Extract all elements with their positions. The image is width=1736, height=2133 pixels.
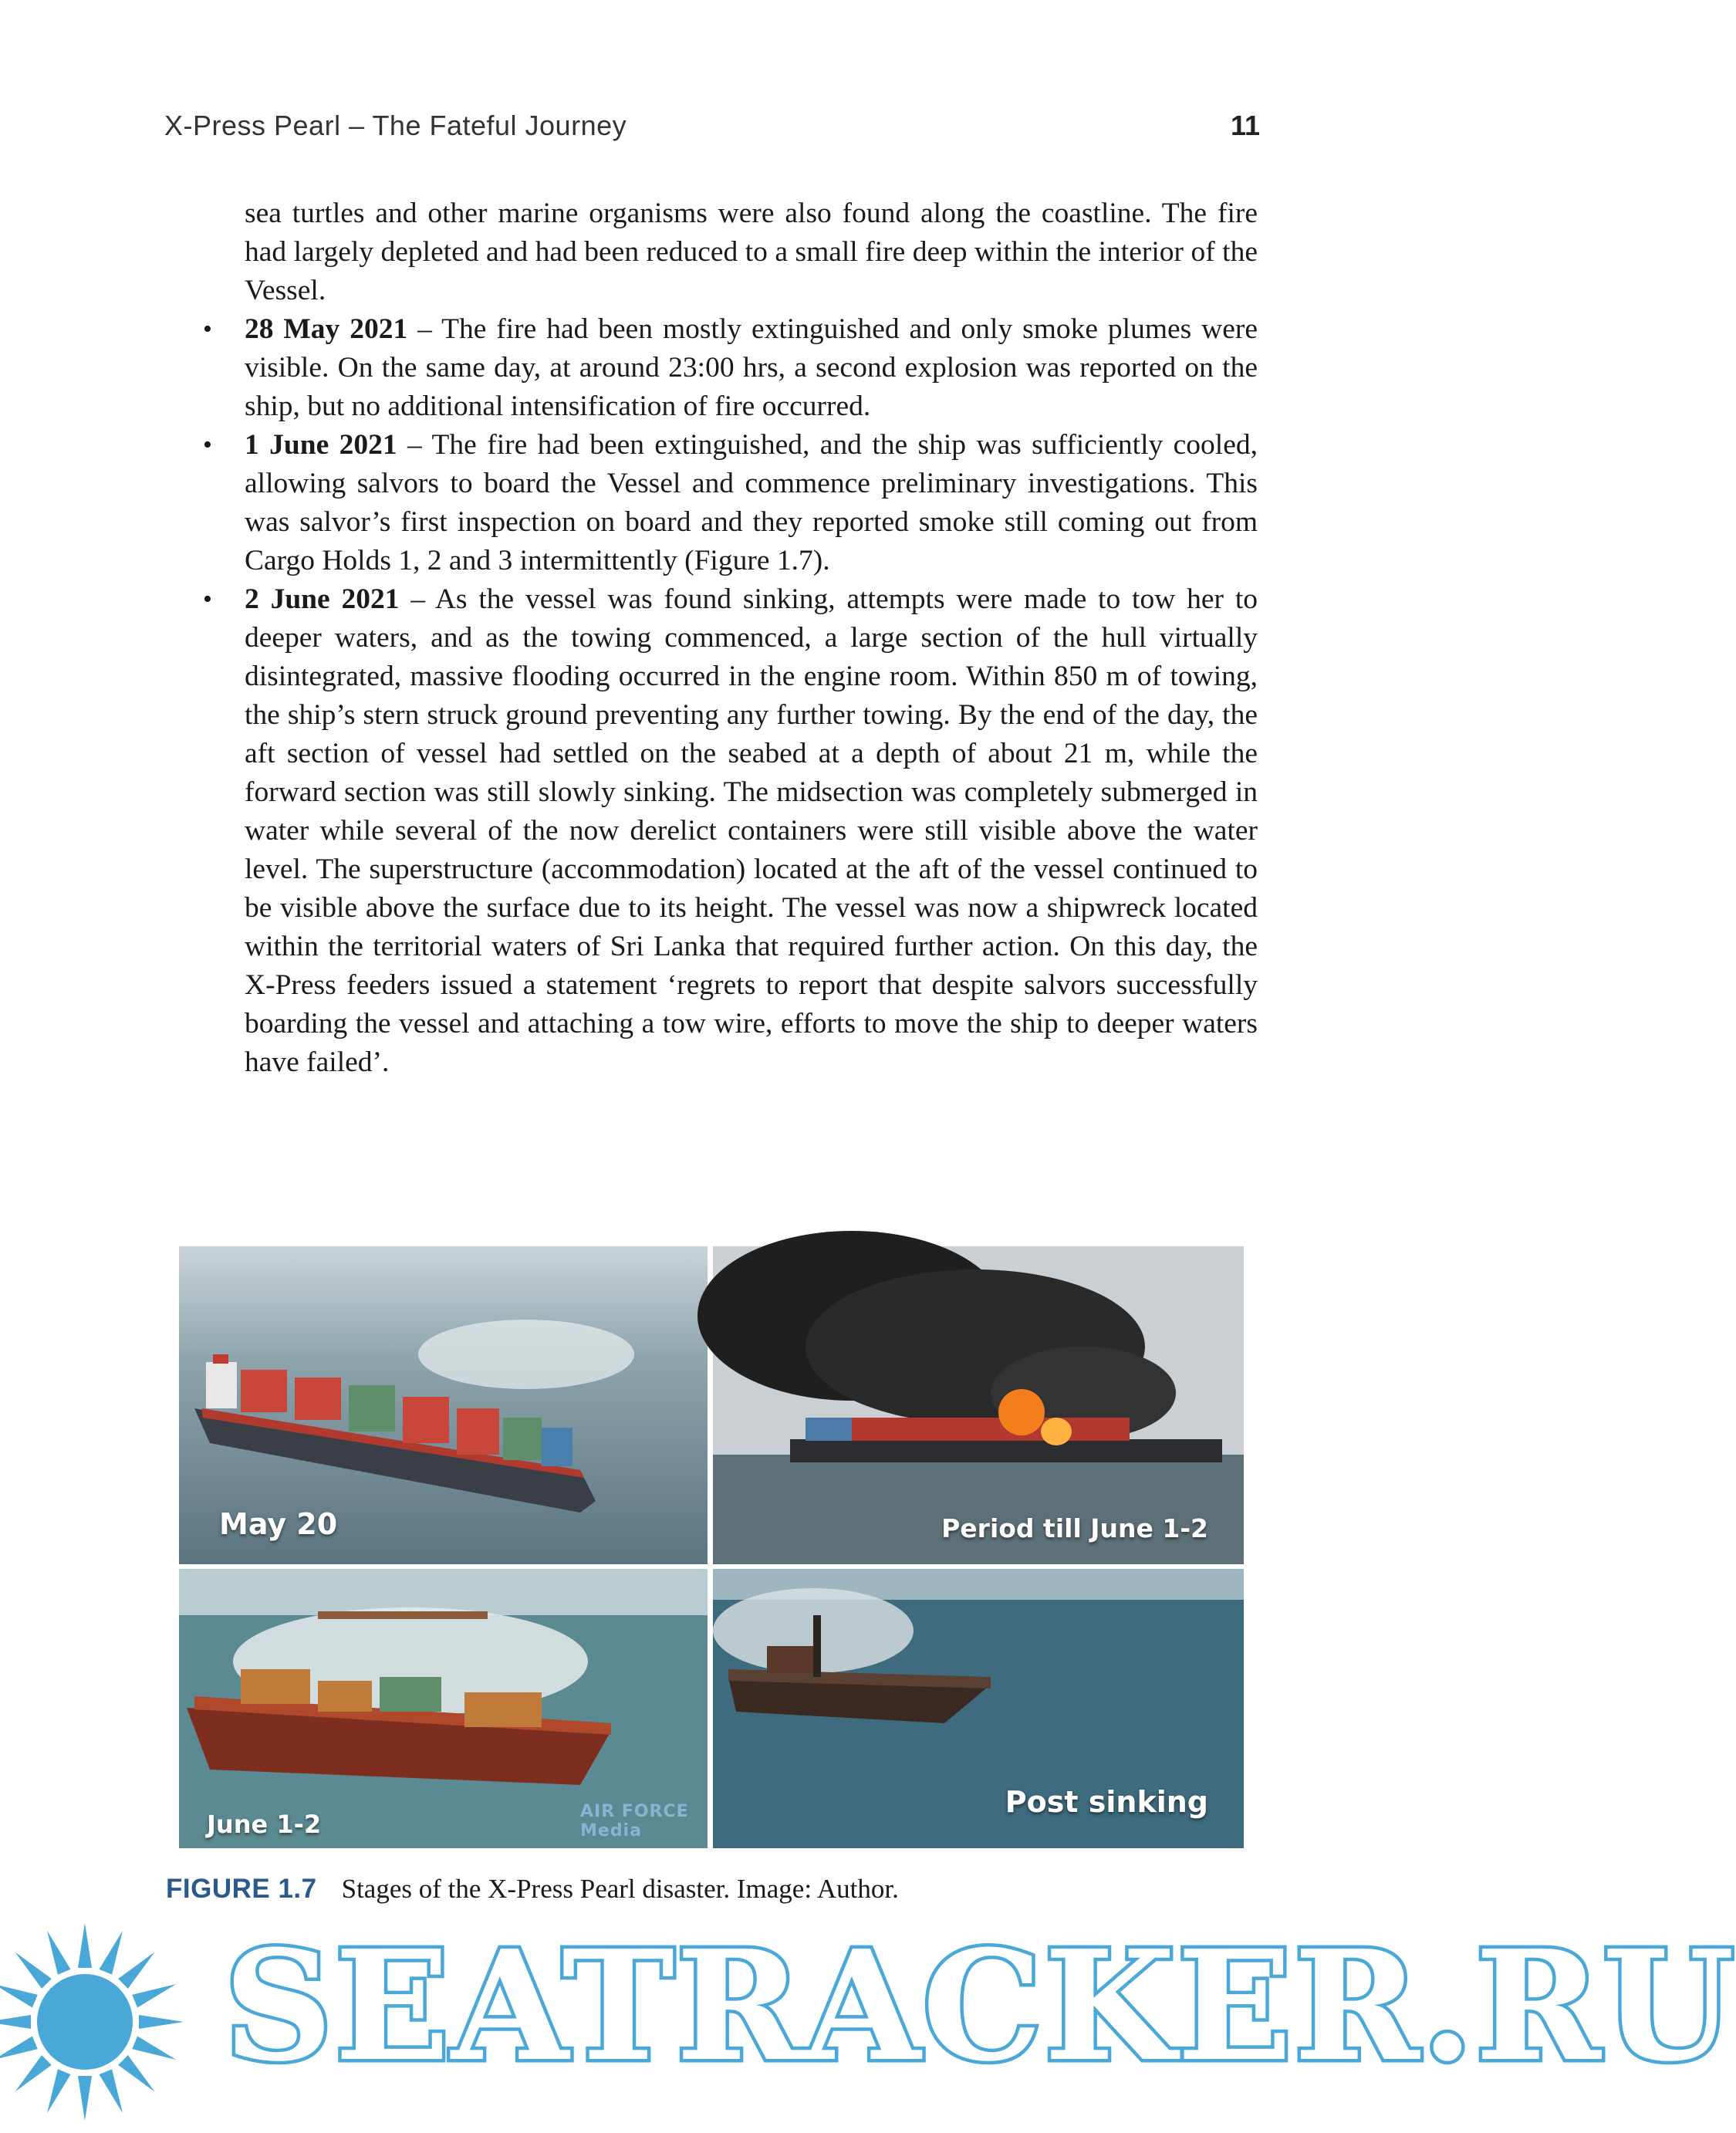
photo-may-20 xyxy=(179,1246,708,1564)
running-title: X-Press Pearl – The Fateful Journey xyxy=(164,110,627,141)
watermark-text: SEATRACKER.RU xyxy=(224,1918,1736,2095)
bullet-date: 1 June 2021 xyxy=(245,429,397,461)
list-item xyxy=(203,426,1258,580)
bullet-icon: • xyxy=(203,315,212,343)
bullet-date: 28 May 2021 xyxy=(245,313,408,345)
panel-label: Period till June 1-2 xyxy=(941,1513,1208,1543)
sun-logo-icon xyxy=(0,1914,208,2122)
panel-label: May 20 xyxy=(219,1507,338,1541)
page-number: 11 xyxy=(1230,110,1260,141)
photo-credit: AIR FORCE Media xyxy=(580,1802,689,1841)
photo-june-1-2 xyxy=(179,1569,708,1848)
bullet-icon: • xyxy=(203,585,212,614)
panel-label: June 1-2 xyxy=(207,1810,322,1839)
watermark xyxy=(0,1914,1736,2133)
list-item xyxy=(203,580,1258,1082)
intro-paragraph: sea turtles and other marine organisms were also found along the coastline. The fire had largely depleted and had been reduced to a small fire deep within the interior of the Vessel. xyxy=(245,198,1258,306)
bullet-text: – As the vessel was found sinking, attempts were made to tow her to deeper waters, and as the towing commenced, a large section of the hull virtually disintegrated, massive flooding occurred in the engine room. Within 850 m of towing, the ship’s stern struck ground preventing any further towing. By the end of the day, the aft section of vessel had settled on the seabed at a depth of about 21 m, while the forward section was still slowly sinking. The midsection was completely submerged in water while several of the now derelict containers were still visible above the water level. The superstructure (accommodation) located at the aft of the vessel continued to be visible above the surface due to its height. The vessel was now a shipwreck located within the territorial waters of Sri Lanka that required further action. On this day, the X-Press feeders issued a statement ‘regrets to report that despite salvors successfully boarding the vessel and attaching a tow wire, efforts to move the ship to deeper waters have failed’. xyxy=(245,583,1258,1078)
photo-period-till-june xyxy=(713,1246,1244,1564)
caption-text: Stages of the X-Press Pearl disaster. Image: Author. xyxy=(341,1874,899,1904)
running-header xyxy=(164,110,1260,148)
body-text xyxy=(203,194,1258,1082)
photo-post-sinking xyxy=(713,1569,1244,1848)
bullet-icon: • xyxy=(203,431,212,459)
bullet-text: – The fire had been mostly extinguished and only smoke plumes were visible. On the same day, at around 23:00 hrs, a second explosion was reported on the ship, but no additional intensification of fire occurred. xyxy=(245,313,1258,422)
bullet-text: – The fire had been extinguished, and the ship was sufficiently cooled, allowing salvors to board the Vessel and commence preliminary investigations. This was salvor’s first inspection on board and they reported smoke still coming out from Cargo Holds 1, 2 and 3 intermittently (Figure 1.7). xyxy=(245,429,1258,576)
figure-1-7 xyxy=(179,1246,1244,1848)
panel-label: Post sinking xyxy=(1005,1785,1208,1819)
timeline-list xyxy=(203,310,1258,1082)
list-item xyxy=(203,310,1258,426)
caption-label: FIGURE 1.7 xyxy=(166,1874,317,1904)
bullet-date: 2 June 2021 xyxy=(245,583,400,615)
figure-caption xyxy=(166,1874,899,1905)
